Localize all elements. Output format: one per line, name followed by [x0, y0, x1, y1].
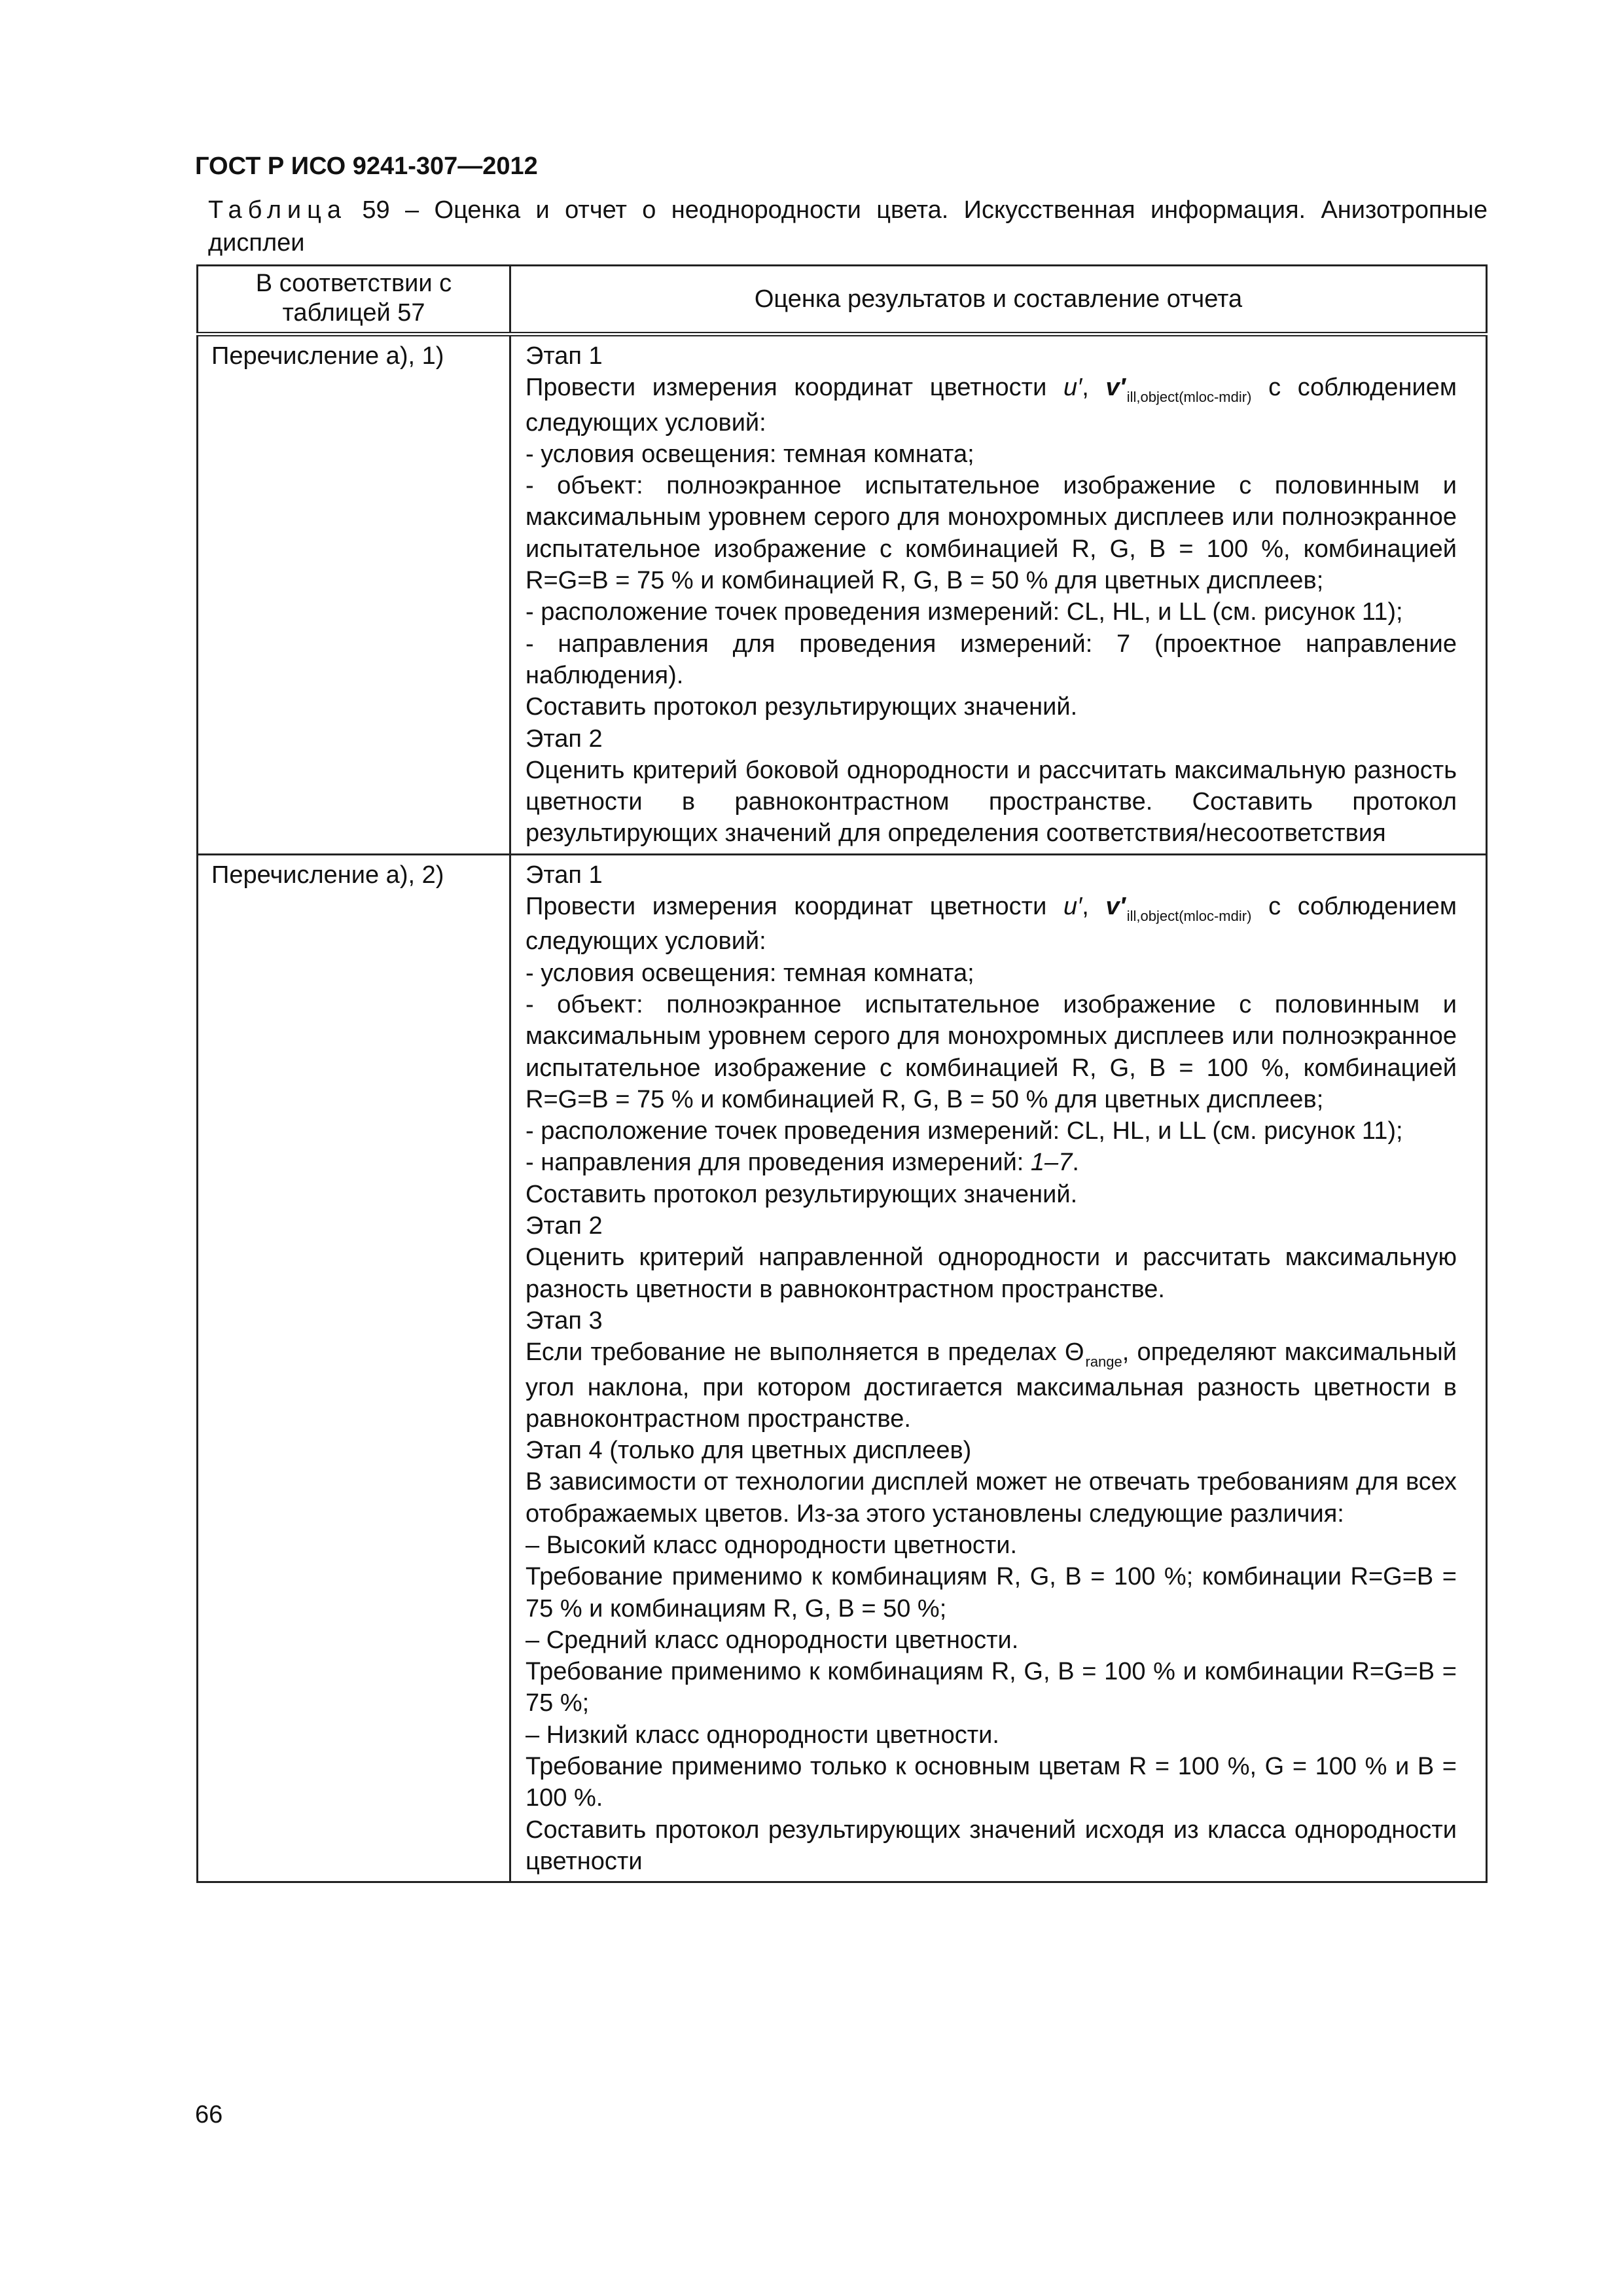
stage-2-heading: Этап 2: [526, 725, 603, 753]
measure-suffix: с соблюдением следующих условий:: [526, 374, 1457, 437]
measure-subscript: ill,object(mloc-mdir): [1126, 908, 1252, 925]
measure-suffix: с соблюдением следующих условий:: [526, 893, 1457, 956]
condition-points: - расположение точек проведения измерений: CL, HL, и LL (см. рисунок 11);: [526, 1117, 1403, 1145]
row-label: Перечисление а), 2): [198, 854, 510, 1882]
table-caption: [208, 194, 1488, 259]
row-content: [510, 334, 1487, 855]
measure-subscript: ill,object(mloc-mdir): [1126, 389, 1252, 406]
stage-3-prefix: Если требование не выполняется в пределах: [526, 1338, 1065, 1367]
class-high-text: Требование применимо к комбинациям R, G, B = 100 %; комбинации R=G=B = 75 % и комбинациям R, G, B = 50 %;: [526, 1563, 1457, 1623]
class-low-text: Требование применимо только к основным цветам R = 100 %, G = 100 % и B = 100 %.: [526, 1753, 1457, 1812]
class-high-heading: – Высокий класс однородности цветности.: [526, 1531, 1018, 1559]
protocol-instruction: Составить протокол результирующих значений.: [526, 693, 1078, 721]
row-content: [510, 854, 1487, 1882]
document-header: ГОСТ Р ИСО 9241-307—2012: [195, 152, 538, 180]
v-symbol: v′: [1105, 893, 1126, 921]
stage-3-heading: Этап 3: [526, 1306, 603, 1335]
v-symbol: v′: [1105, 374, 1126, 402]
table-caption-text: 59 – Оценка и отчет о неоднородности цвета. Искусственная информация. Анизотропные дисплеи: [208, 196, 1488, 257]
stage-2-heading: Этап 2: [526, 1212, 603, 1240]
stage-2-text: Оценить критерий боковой однородности и рассчитать максимальную разность цветности в равноконтрастном пространстве. Составить протокол результирующих значений для определения соответствия/несоответствия: [526, 756, 1457, 848]
symbol-separator: ,: [1082, 893, 1106, 921]
theta-symbol: Θ: [1064, 1338, 1084, 1367]
theta-subscript: range: [1085, 1354, 1122, 1371]
measure-instruction: [526, 372, 1457, 439]
row-label: Перечисление а), 1): [198, 334, 510, 855]
table-row: [198, 334, 1487, 855]
directions-prefix: - направления для проведения измерений:: [526, 1149, 1031, 1177]
stage-1-heading: Этап 1: [526, 861, 603, 889]
column-header-evaluation: Оценка результатов и составление отчета: [510, 266, 1487, 334]
directions-suffix: .: [1072, 1149, 1079, 1177]
stage-3-text: [526, 1336, 1457, 1435]
directions-value: 1–7: [1030, 1149, 1073, 1177]
class-mid-text: Требование применимо к комбинациям R, G, B = 100 % и комбинации R=G=B = 75 %;: [526, 1658, 1457, 1717]
stage-1-heading: Этап 1: [526, 342, 603, 370]
stage-4-heading: Этап 4 (только для цветных дисплеев): [526, 1437, 972, 1465]
table-row: [198, 854, 1487, 1882]
stage-3-suffix: , определяют максимальный угол наклона, при котором достигается максимальная разность цветности в равноконтрастном пространстве.: [526, 1338, 1457, 1433]
table-header-row: [198, 266, 1487, 334]
condition-points: - расположение точек проведения измерений: CL, HL, и LL (см. рисунок 11);: [526, 598, 1403, 626]
table-caption-prefix: Таблица: [208, 196, 347, 224]
condition-object: - объект: полноэкранное испытательное изображение с половинным и максимальным уровнем серого для монохромных дисплеев или полноэкранное испытательное изображение с комбинацией R, G, B = 100 %, комбинацией R=G=B = 75 % и комбинацией R, G, B = 50 % для цветных дисплеев;: [526, 990, 1457, 1113]
final-protocol: Составить протокол результирующих значений исходя из класса однородности цветности: [526, 1816, 1457, 1875]
protocol-instruction: Составить протокол результирующих значений.: [526, 1180, 1078, 1208]
condition-lighting: - условия освещения: темная комната;: [526, 959, 974, 987]
u-symbol: u′: [1063, 374, 1082, 402]
condition-directions: - направления для проведения измерений: 7 (проектное направление наблюдения).: [526, 630, 1457, 689]
symbol-separator: ,: [1082, 374, 1106, 402]
column-header-reference: В соответствии с таблицей 57: [198, 266, 510, 334]
class-mid-heading: – Средний класс однородности цветности.: [526, 1626, 1019, 1654]
condition-object: - объект: полноэкранное испытательное изображение с половинным и максимальным уровнем серого для монохромных дисплеев или полноэкранное испытательное изображение с комбинацией R, G, B = 100 %, комбинацией R=G=B = 75 % и комбинацией R, G, B = 50 % для цветных дисплеев;: [526, 472, 1457, 595]
measure-instruction: [526, 891, 1457, 958]
u-symbol: u′: [1063, 893, 1082, 921]
stage-4-text: В зависимости от технологии дисплей может не отвечать требованиям для всех отображаемых цветов. Из-за этого установлены следующие различия:: [526, 1468, 1457, 1528]
evaluation-table: [196, 264, 1488, 1883]
measure-prefix: Провести измерения координат цветности: [526, 374, 1063, 402]
measure-prefix: Провести измерения координат цветности: [526, 893, 1063, 921]
condition-directions: [526, 1147, 1457, 1178]
stage-2-text: Оценить критерий направленной однородности и рассчитать максимальную разность цветности в равноконтрастном пространстве.: [526, 1244, 1457, 1303]
class-low-heading: – Низкий класс однородности цветности.: [526, 1721, 999, 1749]
page-number: 66: [195, 2101, 223, 2128]
condition-lighting: - условия освещения: темная комната;: [526, 440, 974, 468]
